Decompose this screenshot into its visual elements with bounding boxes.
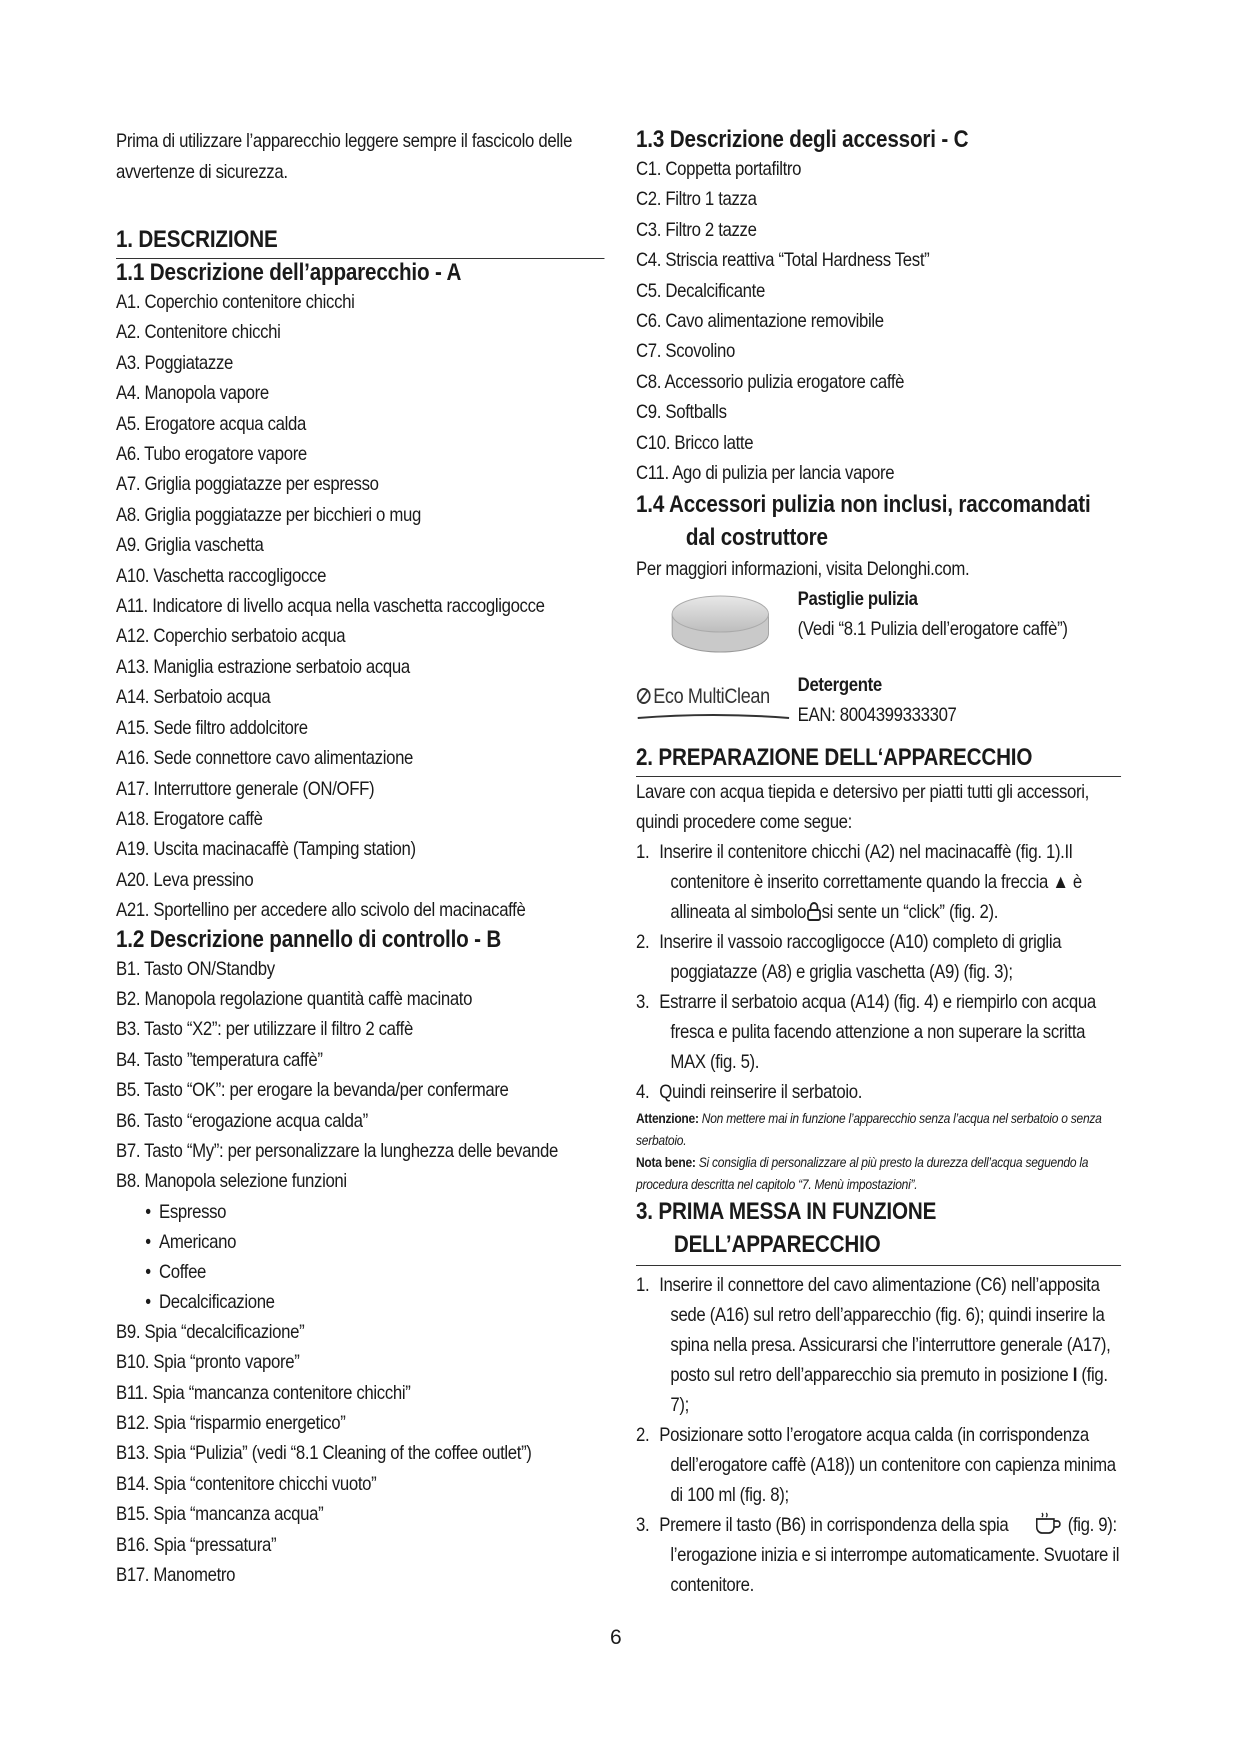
list-item: B10. Spia “pronto vapore”: [116, 1351, 300, 1374]
list-item: C6. Cavo alimentazione removibile: [636, 310, 884, 333]
step-2: [636, 1420, 1121, 1510]
list-item: A3. Poggiatazze: [116, 351, 233, 374]
list-item: B2. Manopola regolazione quantità caffè macinato: [116, 987, 473, 1010]
step-2: [636, 927, 1121, 987]
list-item: B11. Spia “mancanza contenitore chicchi”: [116, 1381, 411, 1404]
position-symbol: I: [1072, 1364, 1078, 1387]
left-column: [116, 126, 606, 1590]
list-item: C11. Ago di pulizia per lancia vapore: [636, 462, 895, 485]
list-item: C1. Coppetta portafiltro: [636, 158, 802, 180]
step-text: Inserire il contenitore chicchi (A2) nel macinacaffè (fig. 1).Il contenitore è inserito correttamente quando la freccia: [659, 841, 1073, 894]
list-item: B5. Tasto “OK”: per erogare la bevanda/per confermare: [116, 1079, 509, 1102]
list-item: A11. Indicatore di livello acqua nella vaschetta raccogligocce: [116, 595, 545, 618]
list-item: B9. Spia “decalcificazione”: [116, 1320, 305, 1343]
detergent-text: [798, 670, 957, 730]
subsection-title-pannello: 1.2 Descrizione pannello di controllo - B: [116, 925, 502, 953]
list-item: B17. Manometro: [116, 1564, 236, 1587]
note-nota-bene: [636, 1151, 1121, 1195]
list-item: C2. Filtro 1 tazza: [636, 188, 757, 211]
list-item: B1. Tasto ON/Standby: [116, 957, 275, 980]
list-item: C3. Filtro 2 tazze: [636, 218, 757, 241]
preparazione-intro-line2: quindi procedere come segue:: [636, 811, 852, 834]
list-item: A18. Erogatore caffè: [116, 807, 263, 830]
note-text: Si consiglia di personalizzare al più presto la durezza dell’acqua seguendo la procedura descritta nel capitolo “7. Menù impostazioni”.: [636, 1154, 1089, 1193]
list-item: A12. Coperchio serbatoio acqua: [116, 625, 346, 648]
bullet-dot-icon: •: [145, 1230, 151, 1253]
list-item: A15. Sede filtro addolcitore: [116, 716, 308, 739]
list-item: A20. Leva pressino: [116, 868, 254, 891]
list-item: B4. Tasto ”temperatura caffè”: [116, 1048, 323, 1071]
list-item: B7. Tasto “My”: per personalizzare la lunghezza delle bevande: [116, 1139, 559, 1162]
preparazione-steps: [636, 837, 1121, 1107]
list-item: A9. Griglia vaschetta: [116, 534, 264, 557]
bullet-item: [145, 1257, 605, 1287]
detergent-title: Detergente: [797, 674, 882, 697]
step-text: si sente un “click” (fig. 2).: [821, 901, 999, 924]
preparazione-intro-line1: Lavare con acqua tiepida e detersivo per piatti tutti gli accessori,: [636, 781, 1089, 804]
step-text: è allineata al simbolo: [670, 871, 1082, 924]
subsection-title-line2: dal costruttore: [685, 524, 828, 552]
list-pannello: [116, 954, 605, 1197]
step-text: Posizionare sotto l’erogatore acqua calda (in corrispondenza dell’erogatore caffè (A18)) un contenitore con capienza minima di 100 ml (fig. 8);: [659, 1424, 1116, 1507]
right-column: [636, 126, 1122, 1600]
note-label: Nota bene:: [636, 1154, 696, 1171]
step-number: 4.: [636, 1081, 650, 1104]
bullet-text: Coffee: [159, 1260, 207, 1283]
step-number: 3.: [636, 991, 650, 1014]
preparazione-intro: [636, 777, 1121, 837]
section-title-preparazione: 2. PREPARAZIONE DELL‘APPARECCHIO: [636, 744, 1121, 777]
subsection-title-apparecchio: 1.1 Descrizione dell’apparecchio - A: [116, 259, 462, 286]
step-4: [636, 1077, 1121, 1107]
list-item: A19. Uscita macinacaffè (Tamping station): [116, 838, 416, 861]
bullet-item: [145, 1287, 605, 1317]
list-item: A21. Sportellino per accedere allo scivolo del macinacaffè: [116, 899, 526, 922]
info-text: Per maggiori informazioni, visita Delonghi.com.: [636, 558, 970, 581]
cleaning-tablet-image: [669, 592, 772, 656]
list-item: A4. Manopola vapore: [116, 382, 269, 405]
section-title-descrizione: 1. DESCRIZIONE: [116, 226, 605, 259]
note-text: Non mettere mai in funzione l’apparecchio senza l’acqua nel serbatoio o senza serbatoio.: [636, 1110, 1102, 1149]
step-number: 1.: [636, 841, 650, 864]
list-item: A5. Erogatore acqua calda: [116, 412, 306, 435]
list-item: A7. Griglia poggiatazze per espresso: [116, 473, 379, 496]
note-attenzione: [636, 1107, 1121, 1151]
step-number: 3.: [636, 1514, 650, 1537]
list-item: A8. Griglia poggiatazze per bicchieri o mug: [116, 503, 421, 526]
eco-logo-text: Eco MultiClean: [653, 685, 770, 709]
step-1: [636, 837, 1121, 927]
step-1: [636, 1270, 1121, 1420]
bullet-dot-icon: •: [145, 1260, 151, 1283]
list-item: A10. Vaschetta raccogligocce: [116, 564, 327, 587]
page-number: 6: [610, 1626, 622, 1649]
step-text: Quindi reinserire il serbatoio.: [659, 1081, 863, 1104]
subsection-title-line1: 1.4 Accessori pulizia non inclusi, raccomandati: [636, 491, 1091, 519]
list-pannello-spie: [116, 1317, 605, 1591]
step-text: Estrarre il serbatoio acqua (A14) (fig. 4) e riempirlo con acqua fresca e pulita facendo attenzione a non superare la scritta MAX (fig. 5).: [659, 991, 1096, 1074]
hot-water-cup-icon: [1034, 1511, 1063, 1535]
list-item: A17. Interruttore generale (ON/OFF): [116, 777, 375, 800]
lock-icon: [806, 901, 821, 921]
accessory-tablets: [636, 584, 1121, 662]
list-item: C4. Striscia reattiva “Total Hardness Test”: [636, 249, 930, 272]
bullet-text: Espresso: [159, 1200, 227, 1223]
list-item: A1. Coperchio contenitore chicchi: [116, 291, 355, 313]
list-item: B13. Spia “Pulizia” (vedi “8.1 Cleaning of the coffee outlet”): [116, 1442, 532, 1465]
step-text: (fig. 7);: [670, 1364, 1108, 1417]
list-item: A14. Serbatoio acqua: [116, 686, 271, 709]
list-item: B16. Spia “pressatura”: [116, 1533, 277, 1556]
list-item: B12. Spia “risparmio energetico”: [116, 1412, 346, 1434]
bullet-dot-icon: •: [145, 1200, 151, 1223]
list-item: B14. Spia “contenitore chicchi vuoto”: [116, 1472, 377, 1495]
tablets-title: Pastiglie pulizia: [797, 588, 918, 611]
step-3: [636, 1510, 1121, 1600]
eco-multiclean-logo: [636, 678, 791, 728]
note-label: Attenzione:: [636, 1110, 699, 1127]
list-item: C9. Softballs: [636, 401, 727, 424]
list-item: A2. Contenitore chicchi: [116, 321, 281, 344]
bullet-text: Decalcificazione: [159, 1290, 275, 1313]
section-title-prima-messa: [636, 1195, 1121, 1266]
list-item: C7. Scovolino: [636, 340, 736, 363]
section-title-line2: DELL’APPARECCHIO: [673, 1231, 881, 1259]
list-item: B15. Spia “mancanza acqua”: [116, 1503, 324, 1526]
list-item: C5. Decalcificante: [636, 279, 765, 302]
list-accessori: [636, 154, 1121, 488]
arrow-up-icon: ▲: [1052, 871, 1069, 894]
prima-messa-steps: [636, 1270, 1121, 1600]
list-item: B6. Tasto “erogazione acqua calda”: [116, 1109, 368, 1132]
step-number: 2.: [636, 931, 650, 954]
list-item: A6. Tubo erogatore vapore: [116, 443, 307, 466]
tablets-text: [798, 584, 1068, 644]
step-text: Premere il tasto (B6) in corrispondenza della spia: [659, 1514, 1009, 1537]
step-number: 1.: [636, 1274, 650, 1297]
subsection-title-accessori: 1.3 Descrizione degli accessori - C: [636, 126, 969, 153]
bullet-item: [145, 1197, 605, 1227]
list-item: C8. Accessorio pulizia erogatore caffè: [636, 370, 905, 393]
step-number: 2.: [636, 1424, 650, 1447]
list-item: A13. Maniglia estrazione serbatoio acqua: [116, 655, 410, 678]
list-apparecchio: [116, 287, 605, 926]
list-item: B3. Tasto “X2”: per utilizzare il filtro 2 caffè: [116, 1018, 413, 1041]
intro-text: Prima di utilizzare l’apparecchio leggere sempre il fascicolo delle avvertenze di sicurezza.: [116, 130, 573, 183]
step-text: (fig. 9): l’erogazione inizia e si interrompe automaticamente. Svuotare il contenitore.: [670, 1514, 1120, 1597]
tablets-description: (Vedi “8.1 Pulizia dell’erogatore caffè”): [797, 618, 1068, 641]
list-item: A16. Sede connettore cavo alimentazione: [116, 747, 414, 770]
detergent-ean: EAN: 8004399333307: [797, 704, 957, 727]
accessory-detergent: [636, 668, 1121, 744]
bullet-dot-icon: •: [145, 1290, 151, 1313]
list-funzioni: [116, 1197, 605, 1317]
list-item: C10. Bricco latte: [636, 431, 754, 454]
bullet-item: [145, 1227, 605, 1257]
step-text: Inserire il vassoio raccogligocce (A10) completo di griglia poggiatazze (A8) e griglia vaschetta (A9) (fig. 3);: [659, 931, 1062, 984]
list-item: B8. Manopola selezione funzioni: [116, 1170, 347, 1193]
bullet-text: Americano: [159, 1230, 237, 1253]
section-title-line1: 3. PRIMA MESSA IN FUNZIONE: [636, 1198, 937, 1226]
subsection-title-accessori-pulizia: [636, 488, 1121, 554]
step-text: Inserire il connettore del cavo alimentazione (C6) nell’apposita sede (A16) sul retro dell’apparecchio (fig. 6); quindi inserire la spina nella presa. Assicurarsi che l’interruttore generale (A17), posto sul retro dell’apparecchio sia premuto in posizione: [659, 1274, 1111, 1387]
step-3: [636, 987, 1121, 1077]
